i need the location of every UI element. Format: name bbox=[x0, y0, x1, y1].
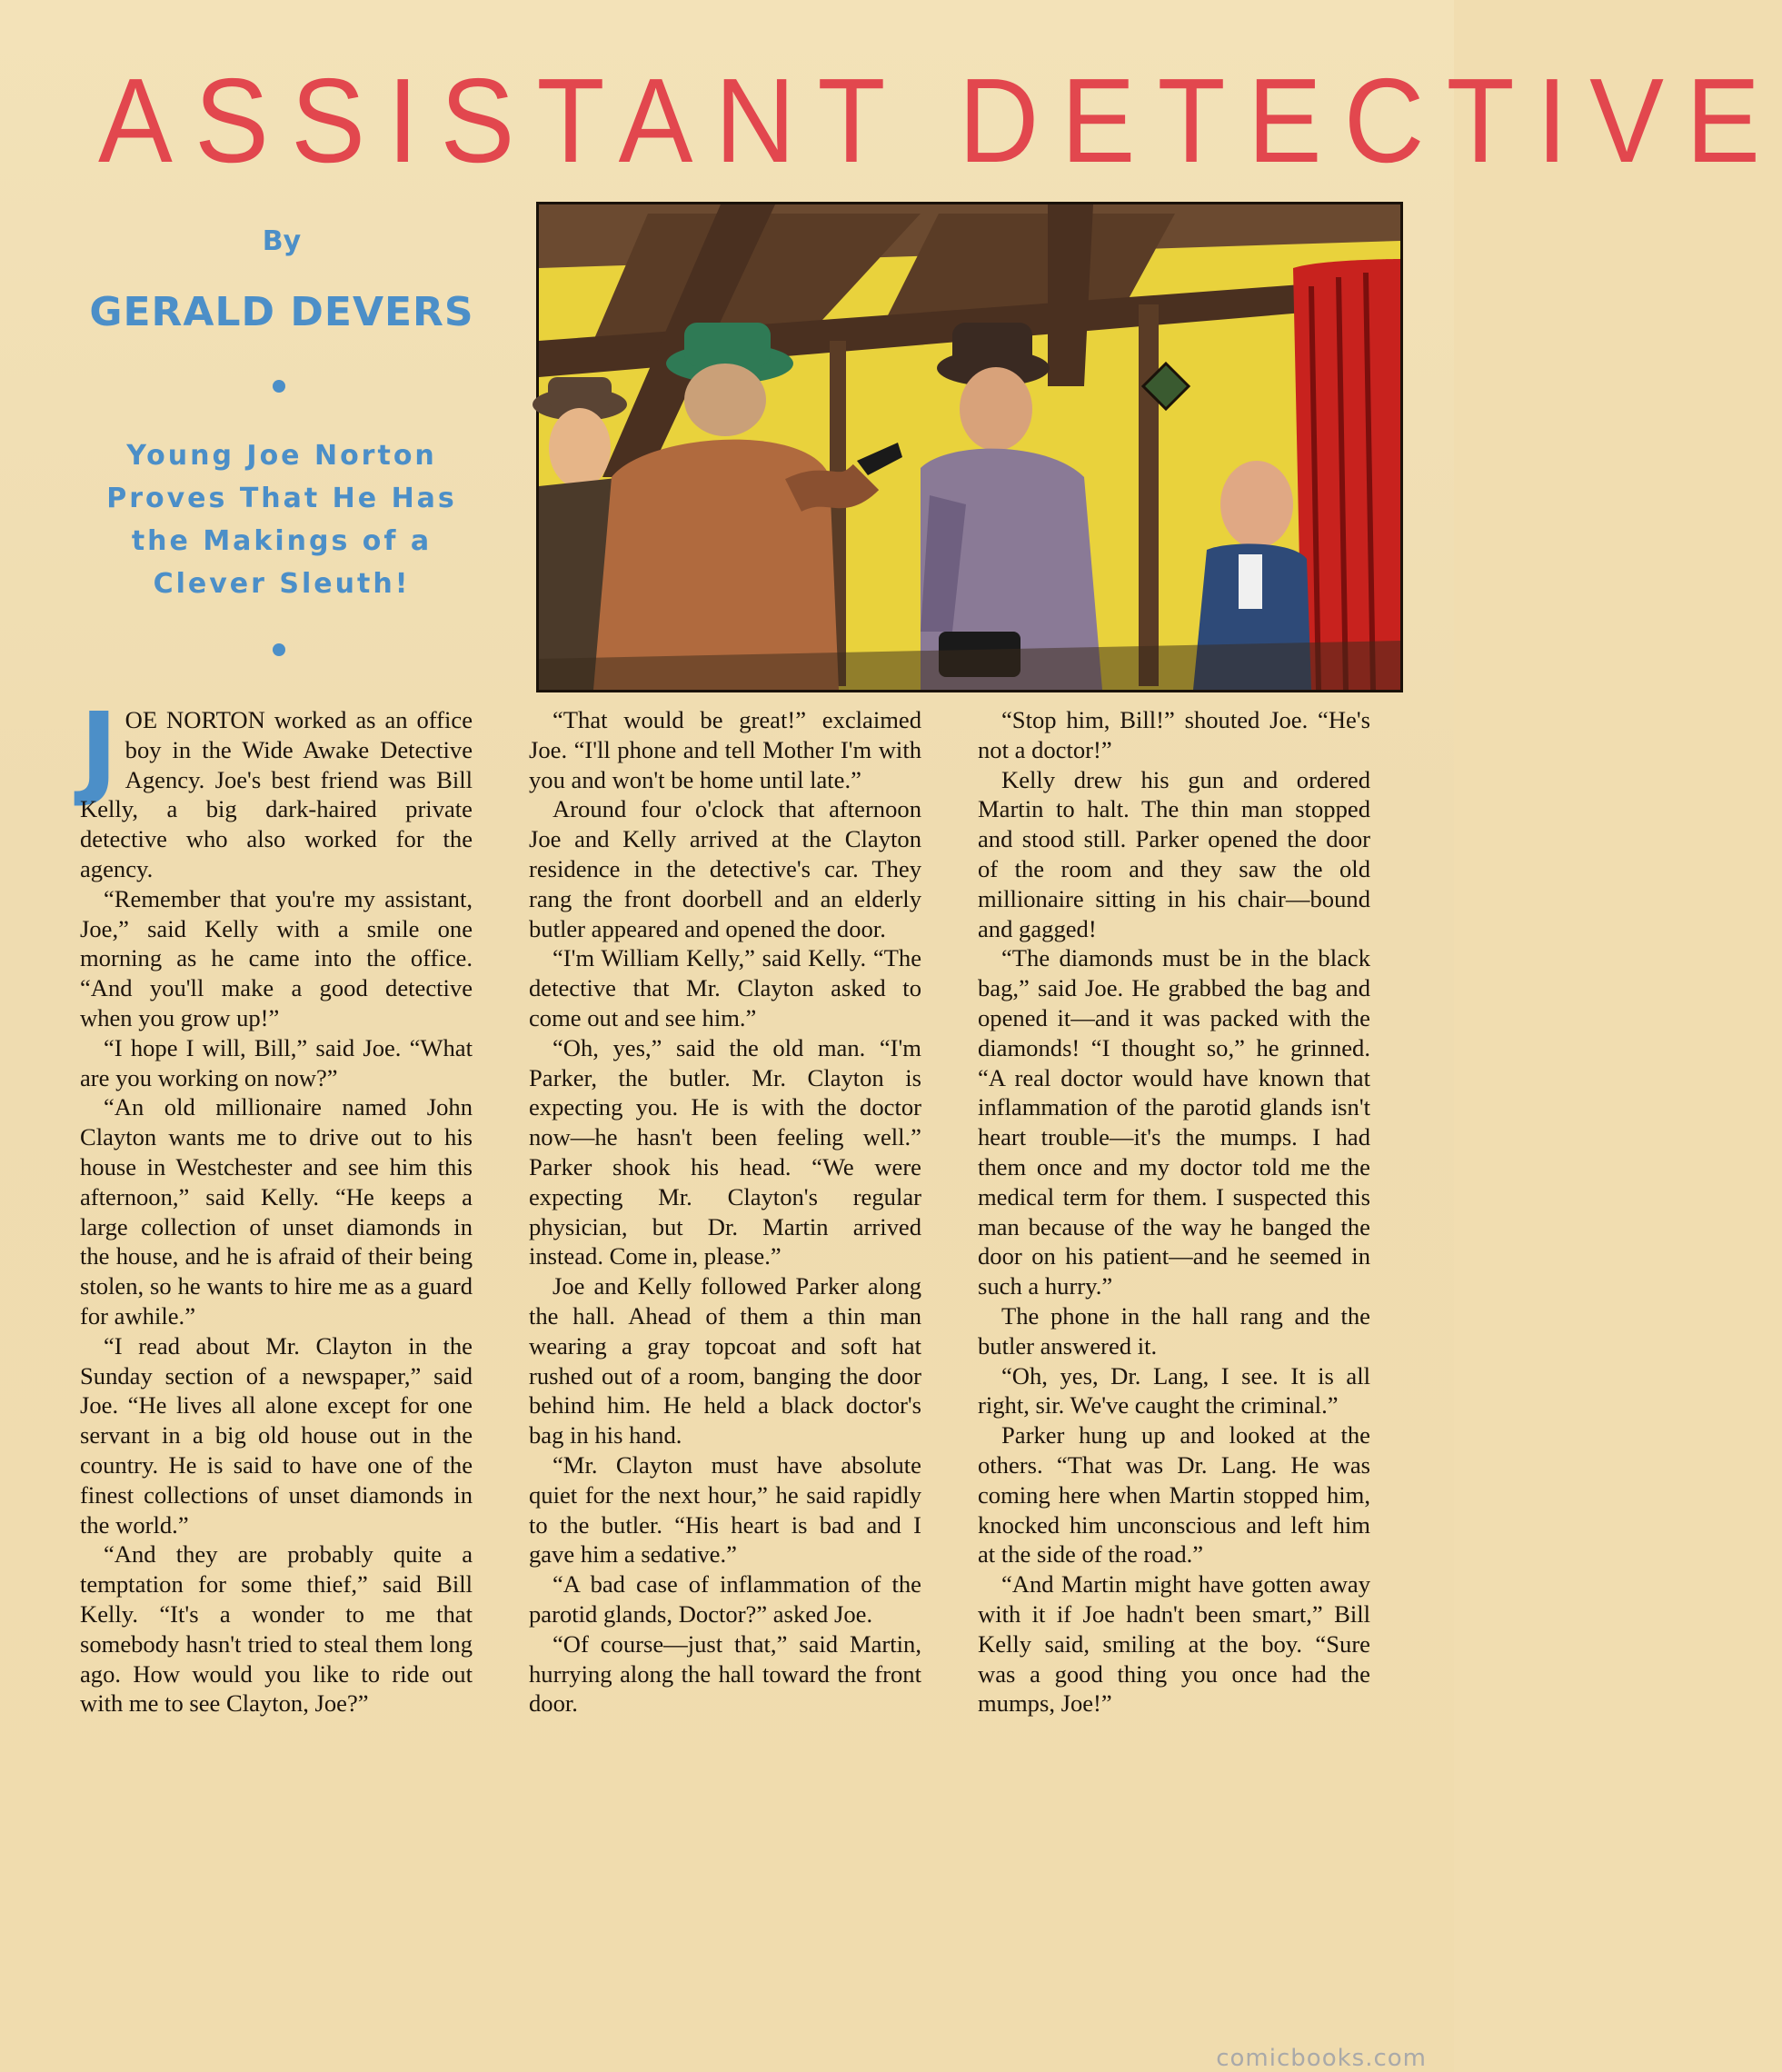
drop-cap: J bbox=[80, 692, 118, 810]
tagline-line: Young Joe Norton bbox=[126, 440, 437, 472]
story-paragraph: “A bad case of inflammation of the parotid glands, Doctor?” asked Joe. bbox=[529, 1570, 921, 1628]
story-paragraph: “I'm William Kelly,” said Kelly. “The detective that Mr. Clayton asked to come out and see him.” bbox=[529, 944, 921, 1031]
story-paragraph: Parker hung up and looked at the others. “That was Dr. Lang. He was coming here when Martin stopped him, knocked him unconscious and left him at the side of the road.” bbox=[978, 1421, 1370, 1569]
byline-by: By bbox=[262, 225, 302, 257]
story-paragraph: “The diamonds must be in the black bag,” said Joe. He grabbed the bag and opened it—and it was packed with the diamonds! “I thought so,” he grinned. “A real doctor would have known that inflammation of the parotid glands isn't heart trouble—it's the mumps. I had them once and my doctor told me the medical term for them. I suspected this man because of the way he banged the door on his patient—and he seemed in such a hurry.” bbox=[978, 944, 1370, 1300]
story-paragraph: “Mr. Clayton must have absolute quiet for the next hour,” he said rapidly to the butler. “His heart is bad and I gave him a sedative.” bbox=[529, 1450, 921, 1569]
story-illustration bbox=[536, 202, 1403, 692]
tagline-line: Proves That He Has bbox=[106, 483, 457, 514]
bullet-dot bbox=[273, 643, 285, 656]
story-column-3 bbox=[978, 705, 1370, 1718]
byline-author: GERALD DEVERS bbox=[89, 289, 474, 335]
story-paragraph: “Of course—just that,” said Martin, hurrying along the hall toward the front door. bbox=[529, 1629, 921, 1718]
story-column-2 bbox=[529, 705, 921, 1718]
site-watermark: comicbooks.com bbox=[1216, 2045, 1427, 2072]
story-paragraph: “Oh, yes, Dr. Lang, I see. It is all right, sir. We've caught the criminal.” bbox=[978, 1361, 1370, 1420]
story-paragraph: The phone in the hall rang and the butler answered it. bbox=[978, 1301, 1370, 1360]
bullet-dot bbox=[273, 380, 285, 393]
story-paragraph: Around four o'clock that afternoon Joe and Kelly arrived at the Clayton residence in the detective's car. They rang the front doorbell and an elderly butler appeared and opened the door. bbox=[529, 795, 921, 942]
story-paragraph: “I hope I will, Bill,” said Joe. “What are you working on now?” bbox=[80, 1033, 473, 1091]
story-paragraph: “That would be great!” exclaimed Joe. “I'll phone and tell Mother I'm with you and won't be home until late.” bbox=[529, 706, 921, 793]
tagline-line: Clever Sleuth! bbox=[153, 568, 411, 600]
illustration-drawing bbox=[539, 204, 1400, 690]
story-paragraph: “And Martin might have gotten away with it if Joe hadn't been smart,” Bill Kelly said, smiling at the boy. “Sure was a good thing you once had the mumps, Joe!” bbox=[978, 1570, 1370, 1718]
story-title: ASSISTANT DETECTIVE bbox=[98, 54, 1782, 187]
tagline bbox=[64, 434, 500, 605]
story-paragraph: “An old millionaire named John Clayton wants me to drive out to his house in Westchester and see him this afternoon,” said Kelly. “He keeps a large collection of unset diamonds in the house, and he is afraid of their being stolen, so he wants to hire me as a guard for awhile.” bbox=[80, 1093, 473, 1330]
story-paragraph: “Stop him, Bill!” shouted Joe. “He's not a doctor!” bbox=[978, 706, 1370, 763]
story-column-1 bbox=[80, 692, 473, 1718]
story-paragraph: “Oh, yes,” said the old man. “I'm Parker, the butler. Mr. Clayton is expecting you. He is with the doctor now—he hasn't been feeling well.” Parker shook his head. “We were expecting Mr. Clayton's regular physician, but Dr. Martin arrived instead. Come in, please.” bbox=[529, 1033, 921, 1270]
story-paragraph: “I read about Mr. Clayton in the Sunday section of a newspaper,” said Joe. “He lives all alone except for one servant in a big old house out in the country. He is said to have one of the finest collections of unset diamonds in the world.” bbox=[80, 1331, 473, 1539]
story-paragraph: “And they are probably quite a temptation for some thief,” said Bill Kelly. “It's a wonder to me that somebody hasn't tried to steal them long ago. How would you like to ride out with me to see Clayton, Joe?” bbox=[80, 1540, 473, 1718]
story-paragraph: “Remember that you're my assistant, Joe,” said Kelly with a smile one morning as he came into the office. “And you'll make a good detective when you grow up!” bbox=[80, 884, 473, 1031]
story-paragraph: Kelly drew his gun and ordered Martin to halt. The thin man stopped and stood still. Parker opened the door of the room and they saw the old millionaire sitting in his chair—bound and gagged! bbox=[978, 765, 1370, 942]
story-paragraph: Joe and Kelly followed Parker along the hall. Ahead of them a thin man wearing a gray topcoat and soft hat rushed out of a room, banging the door behind him. He held a black doctor's bag in his hand. bbox=[529, 1272, 921, 1449]
story-paragraph: JOE NORTON worked as an office boy in the Wide Awake Detective Agency. Joe's best friend was Bill Kelly, a big dark-haired private detective who also worked for the agency. bbox=[80, 692, 473, 882]
tagline-line: the Makings of a bbox=[131, 525, 433, 557]
